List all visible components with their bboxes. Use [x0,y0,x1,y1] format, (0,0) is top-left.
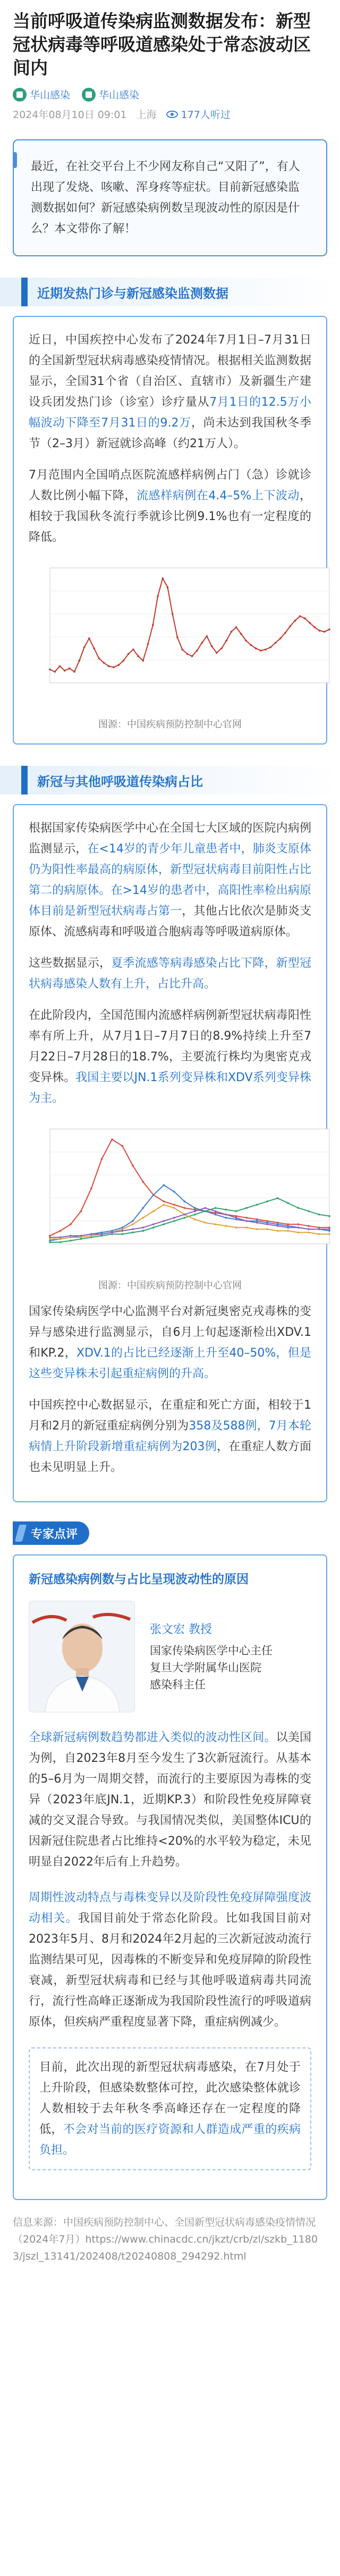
data-point [324,631,326,633]
plot-area [50,568,329,683]
data-point [54,671,56,673]
account-logo-icon [13,88,27,102]
data-point [80,1210,82,1212]
data-point [308,1232,310,1234]
data-point [80,1235,82,1237]
highlight-text: 夏季流感等病毒感染占比下降，新型冠状病毒感染人数有上升，占比升高。 [29,957,311,991]
text: ，在重症人数方面也未见明显上升。 [29,1440,311,1474]
data-point [70,1240,72,1242]
data-point [142,1217,144,1219]
data-point [122,1233,124,1235]
data-point [64,670,66,672]
positivity-chart [29,1119,311,1274]
paragraph [29,1887,311,2033]
text: 根据国家传染病医学中心在全国七大区域的医院内病例监测显示， [29,822,311,856]
text: 目前，此次出现的新型冠状病毒感染，在7月处于上升阶段，但感染数整体可控，此次感染整体就诊人数相较于去年秋冬季高峰还存在一定程度的降低， [39,2061,301,2136]
data-point [162,578,164,580]
text: 国家传染病医学中心监测平台对新冠奥密克戎毒株的变异与感染进行监测显示，自6月上旬起逐渐检出XDV.1和KP.2， [29,1305,311,1360]
data-point [152,624,154,626]
data-point [60,1236,62,1239]
data-point [49,1238,51,1240]
data-point [289,625,291,628]
data-point [128,653,130,655]
paragraph [29,1727,311,1872]
data-point [319,630,321,632]
data-point [49,668,51,671]
data-point [111,1232,113,1234]
section2-content [13,804,327,1502]
data-point [172,613,174,615]
data-point [83,646,86,648]
data-point [277,1222,279,1224]
data-point [260,650,262,652]
expert-profile [29,1601,311,1712]
data-point [49,1240,51,1242]
positivity-line-chart [29,1119,337,1263]
data-point [90,1235,92,1237]
data-point [163,1200,165,1202]
data-point [256,1218,258,1220]
publish-location: 上海 [136,109,157,121]
data-point [101,1233,103,1235]
data-point [328,1230,330,1232]
data-point [98,657,100,659]
text: ，尚未达到我国秋冬季节（2–3月）新冠就诊高峰（约21万人）。 [29,416,311,450]
data-point [287,1230,289,1232]
expert-card [13,1554,327,2200]
data-point [206,635,208,637]
highlight-text: 我国主要以JN.1系列变异株和XDV系列变异株为主。 [29,1071,311,1105]
data-point [194,1210,196,1212]
data-point [183,1207,185,1209]
paragraph [29,1395,311,1478]
data-point [294,620,296,622]
data-point [298,1223,300,1225]
listen-count-label: 177人听过 [181,109,231,121]
data-point [225,1209,227,1211]
data-point [152,1194,155,1196]
paragraph [29,330,311,454]
data-point [88,638,90,640]
data-point [245,1227,248,1229]
highlight-text: 7月1日的12.5万小幅波动下降至7月31日的9.2万 [29,396,311,430]
portrait-icon [29,1601,135,1712]
data-point [235,1210,237,1212]
section-title: 新冠与其他呼吸道传染病占比 [37,774,203,789]
data-point [256,1220,258,1222]
data-point [79,659,81,662]
data-point [101,1232,103,1234]
data-point [287,1202,289,1204]
text: ，其他占比依次是肺炎支原体、流感病毒和呼吸道合胞病毒等呼吸道病原体。 [29,905,311,939]
data-point [277,1225,279,1227]
data-point [284,632,286,634]
data-point [80,1236,82,1239]
paragraph [39,2057,301,2161]
section1-content [13,316,327,745]
data-point [191,655,193,657]
data-point [318,1228,320,1231]
data-point [304,617,306,620]
data-point [235,1215,237,1217]
data-point [186,653,189,655]
data-point [266,1200,268,1202]
data-point [142,659,144,662]
highlight-text: 不会对当前的医疗资源和人群造成严重的疾病负担。 [39,2123,301,2157]
data-point [113,666,115,668]
data-point [256,1222,258,1224]
data-point [132,649,134,651]
section-bar [21,766,28,794]
data-point [142,1207,144,1209]
data-point [298,1232,300,1234]
data-point [108,665,110,667]
text: ，相较于我国秋冬流行季就诊比例9.1%也有一定程度的降低。 [29,489,311,544]
data-point [60,1241,62,1243]
source-tag[interactable] [13,87,70,102]
expert-comment [29,1727,311,2170]
data-point [245,1207,248,1209]
data-point [167,587,169,589]
data-point [266,1222,268,1224]
data-point [173,1217,175,1219]
data-point [152,1210,155,1212]
article-title: 当前呼吸道传染病监测数据发布：新型冠状病毒等呼吸道感染处于常态波动区间内 [13,11,311,78]
expert-heading: 新冠感染病例数与占比呈现波动性的原因 [29,1573,249,1586]
data-point [225,1225,227,1227]
data-point [308,1228,310,1231]
paragraph [29,1301,311,1384]
data-point [235,1227,237,1229]
source-tag-label: 华山感染 [99,89,140,101]
paragraph [29,1005,311,1109]
paragraph [29,465,311,548]
data-point [183,1200,185,1202]
data-point [256,1228,258,1231]
data-point [204,1222,206,1224]
data-point [122,1227,124,1229]
data-point [173,1204,175,1206]
data-point [49,1235,51,1237]
data-point [173,1191,175,1193]
chart-caption: 图源：中国疾病预防控制中心官网 [98,1280,242,1291]
data-point [215,1207,217,1209]
data-point [308,1225,310,1227]
expert-tag: 专家点评 [13,1521,89,1545]
chart-caption: 图源：中国疾病预防控制中心官网 [98,719,242,730]
data-point [328,1215,330,1217]
data-point [277,1223,279,1225]
data-point [132,1223,134,1225]
data-point [275,642,277,644]
data-point [277,1197,279,1199]
meta-info [0,107,340,121]
data-point [235,1217,237,1219]
data-point [111,1233,113,1235]
highlight-text: 流感样病例在4.4–5%上下波动 [137,489,300,503]
listen-count[interactable] [166,107,240,121]
section-banner-2 [0,766,340,794]
data-point [308,1210,310,1212]
data-point [60,1238,62,1240]
data-point [266,1228,268,1231]
data-point [265,649,267,651]
data-point [318,1214,320,1216]
data-point [80,1238,82,1240]
data-point [194,1209,196,1211]
data-point [235,1218,237,1220]
section-banner-1 [0,278,340,306]
data-point [142,1181,144,1183]
expert-role: 国家传染病医学中心主任 [150,1644,273,1657]
expert-role: 复旦大学附属华山医院 [150,1661,261,1674]
data-point [173,1220,175,1222]
data-point [90,1187,92,1190]
data-point [132,1220,134,1222]
data-point [70,1223,72,1225]
highlight-text: 全球新冠病例数趋势都进入类似的波动性区间。 [29,1731,276,1744]
data-point [211,645,213,647]
data-point [152,1223,155,1225]
data-point [216,652,218,654]
data-point [49,1236,51,1239]
text: 中国疾控中心数据显示，在重症和死亡方面，相较于1月和2月的新冠重症病例分别为 [29,1399,311,1433]
data-point [204,1207,206,1209]
data-point [318,1233,320,1235]
expert-name: 张文宏 教授 [150,1622,212,1636]
data-point [157,595,159,597]
data-point [183,1214,185,1216]
data-point [220,647,223,649]
data-point [235,626,237,629]
data-point [328,1233,330,1235]
data-point [111,1139,113,1141]
paragraph [29,953,311,994]
data-point [132,1228,134,1231]
data-point [163,1184,165,1186]
data-point [70,1236,72,1239]
intro-box [13,139,327,256]
data-point [111,1230,113,1232]
data-point [93,647,95,649]
data-point [266,1220,268,1222]
data-point [194,1214,196,1216]
data-point [137,655,139,657]
data-point [240,633,242,635]
data-point [204,1210,206,1212]
data-point [176,637,178,639]
source-tag-label: 华山感染 [30,89,71,101]
data-point [277,1230,279,1232]
data-point [90,1236,92,1239]
data-point [117,664,120,666]
text: 在此阶段内，全国范围内流感样病例新型冠状病毒阳性率有所上升，从7月1日–7月7日的8.9%持续上升至7月22日–7月28日的18.7%，主要流行株均为奥密克戎变异株。 [29,1009,311,1084]
expert-role: 感染科主任 [150,1678,206,1691]
data-point [287,1227,289,1229]
data-point [152,1227,155,1229]
data-point [269,646,271,648]
source-row [0,87,340,102]
data-point [163,1223,165,1225]
data-point [132,1165,134,1167]
data-point [122,1230,124,1232]
data-point [49,1241,51,1243]
account-logo-icon [82,88,96,102]
data-point [215,1223,217,1225]
ili-line-chart [29,558,337,702]
data-point [266,1223,268,1225]
data-point [90,1233,92,1235]
data-point [256,1204,258,1206]
data-point [69,667,71,670]
source-tag-2[interactable] [82,87,139,102]
highlight-text: 358及588例，7月本轮病情上升阶段新增重症病例为203例 [29,1419,311,1453]
expert-info [150,1620,273,1693]
data-point [194,1207,196,1209]
ili-chart [29,558,311,713]
data-point [194,1218,196,1220]
data-point [122,1228,124,1231]
data-point [73,671,75,673]
data-point [250,644,252,646]
data-point [181,649,183,651]
data-point [163,1220,165,1222]
data-point [142,1230,144,1232]
data-point [245,1220,248,1222]
highlight-text: 在<14岁的青少年儿童患者中，肺炎支原体仍为阳性率最高的病原体，新型冠状病毒目前阳性占比第二的病原体。在>14岁的患者中，高阳性率检出病原体目前是新型冠状病毒占第一 [29,842,311,918]
section-bar [21,278,28,306]
text: 我国目前处于常态化阶段。比如我国目前对2023年5月、8月和2024年2月起的三次新冠波动流行监测结果可见，因毒株的不断变异和免疫屏障的阶段性衰减，新型冠状病毒和已经与其他呼吸道病毒共同流行，流行性高峰正逐渐成为我国阶段性流行的呼吸道病原体，但疾病严重程度显著下降，重症病例减少。 [29,1912,311,2029]
data-point [173,1207,175,1209]
data-point [215,1212,217,1214]
publish-date: 2024年08月10日 09:01 [13,109,127,121]
data-point [255,647,257,649]
data-point [298,1227,300,1229]
text: 这些数据显示， [29,957,112,970]
text: 近日，中国疾控中心发布了2024年7月1日–7月31日的全国新型冠状病毒感染疫情情况。根据相关监测数据显示，全国31个省（自治区、直辖市）及新疆生产建设兵团发热门诊（诊室）诊疗量从 [29,333,311,409]
highlight-text: XDV.1的占比已经逐渐上升至40–50%，但是这些变异株未引起重症病例的升高。 [29,1346,311,1381]
data-point [225,1217,227,1219]
data-point [309,622,311,624]
highlight-text: 周期性波动特点与毒株变异以及阶段性免疫屏障强度波动相关。 [29,1891,311,1925]
data-point [225,640,227,642]
data-point [314,626,316,629]
highlight-quote-box [29,2047,311,2170]
data-point [279,638,282,640]
data-point [215,1210,217,1212]
data-point [101,1158,103,1160]
data-point [225,1214,227,1216]
data-point [132,1232,134,1234]
data-point [245,640,247,642]
data-point [101,1235,103,1237]
data-point [103,662,105,664]
data-point [231,631,233,633]
data-point [163,1204,165,1206]
section-title: 近期发热门诊与新冠感染监测数据 [37,286,228,301]
data-point [183,1217,185,1219]
data-point [60,1230,62,1232]
data-point [201,642,203,644]
data-point [215,1214,217,1216]
data-point [70,1235,72,1237]
data-point [142,1227,144,1229]
data-point [196,650,198,652]
data-point [287,1225,289,1227]
source-footnote: 信息来源：中国疾病预防控制中心、全国新型冠状病毒感染疫情情况（2024年7月）https://www.chinacdc.cn/jkzt/crb/zl/szkb_11803/jszl_13141/202408/t20240808_294292.html [13,2217,318,2262]
intro-text: 最近，在社交平台上不少网友称自己“又阳了”，有人出现了发烧、咳嗽、浑身疼等症状。目前新冠感染监测数据如何？新冠感染病例数呈现波动性的原因是什么？本文带你了解！ [31,160,300,236]
data-point [287,1223,289,1225]
data-point [59,665,61,667]
data-point [298,1207,300,1209]
expert-banner [13,1521,327,1545]
data-point [123,659,125,662]
expert-photo [29,1601,135,1712]
data-point [328,629,330,631]
data-point [245,1217,248,1219]
data-point [122,1145,124,1147]
headphone-icon [166,111,178,118]
data-point [328,1228,330,1231]
data-point [318,1227,320,1229]
data-point [147,643,149,645]
paragraph [29,818,311,942]
data-point [328,1227,330,1229]
data-point [299,615,301,617]
text: 以美国为例，自2023年8月至今发生了3次新冠流行。从基本的5–6月为一周期交替，而流行的主要原因为毒株的变异（2023年底JN.1，近期KP.3）和阶段性免疫屏障衰减的交叉混合导致。与我国情况类似，美国整体ICU的因新冠住院患者占比维持<20%的水平较为稳定，未见明显自2022年后有上升趋势。 [29,1731,311,1869]
text: 7月范围内全国哨点医院流感样病例占门（急）诊就诊人数比例小幅下降， [29,469,311,503]
